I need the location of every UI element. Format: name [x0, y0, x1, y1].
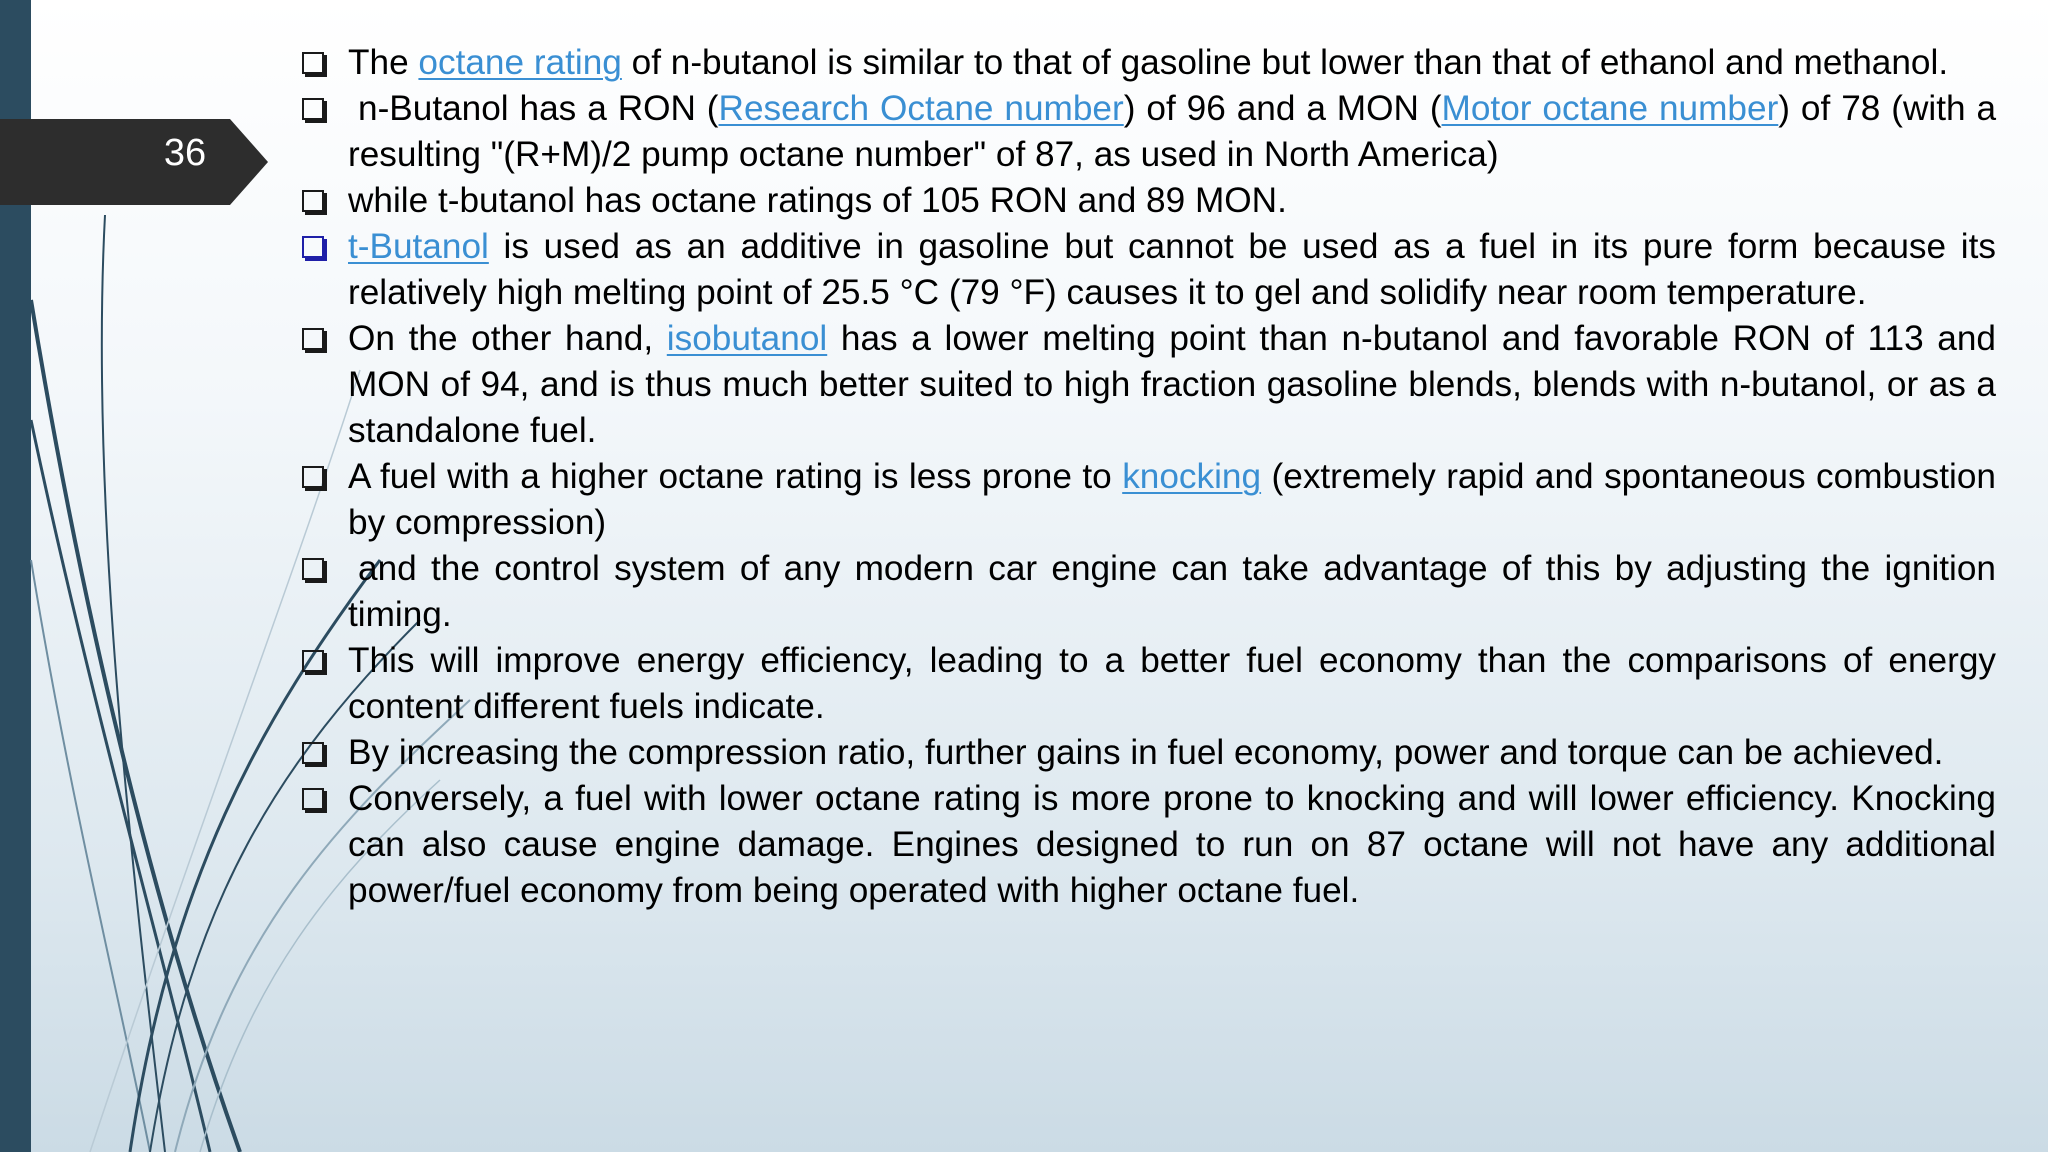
- checkbox-bullet-icon: [300, 316, 327, 362]
- text-span: ) of 78 (with a resulting "(R+M)/2 pump octane number" of 87, as used in North America): [348, 89, 1997, 174]
- bullet-text: [348, 40, 1996, 86]
- checkbox-bullet-icon: [300, 730, 327, 776]
- bullet-text: [348, 224, 1996, 316]
- link-research-octane-number[interactable]: Research Octane number: [718, 89, 1124, 128]
- bullet-item-t-butanol-ratings: [300, 178, 1996, 224]
- bullet-item-t-butanol-additive: [300, 224, 1996, 316]
- checkbox-bullet-icon: [300, 638, 327, 684]
- text-span: A fuel with a higher octane rating is less prone to: [348, 457, 1123, 496]
- checkbox-bullet-icon: [300, 224, 327, 270]
- bullet-item-knocking: [300, 454, 1996, 546]
- bullet-item-energy-efficiency: [300, 638, 1996, 730]
- checkbox-bullet-icon: [300, 178, 327, 224]
- text-span: has a lower melting point than n-butanol and favorable RON of 113 and MON of 94, and is thus much better suited to high fraction gasoline blends, blends with n-butanol, or as a standalone fuel.: [348, 319, 1997, 450]
- checkbox-bullet-icon: [300, 86, 327, 132]
- bullet-item-compression-ratio: [300, 730, 1996, 776]
- checkbox-bullet-icon: [300, 40, 327, 86]
- bullet-text: By increasing the compression ratio, further gains in fuel economy, power and torque can be achieved.: [348, 733, 1944, 772]
- bullet-item-octane-rating: [300, 40, 1996, 86]
- link-motor-octane-number[interactable]: Motor octane number: [1441, 89, 1779, 128]
- slide-number: 36: [163, 132, 207, 174]
- bullet-item-ignition-timing: [300, 546, 1996, 638]
- checkbox-bullet-icon: [300, 776, 327, 822]
- text-span: ) of 96 and a MON (: [1123, 89, 1442, 128]
- link-knocking[interactable]: knocking: [1122, 457, 1262, 496]
- bullet-item-lower-octane: [300, 776, 1996, 914]
- text-span: of n-butanol is similar to that of gasoline but lower than that of ethanol and methanol.: [621, 43, 1949, 82]
- text-span: The: [348, 43, 419, 82]
- bullet-text: This will improve energy efficiency, leading to a better fuel economy than the comparisons of energy content different fuels indicate.: [348, 641, 1996, 726]
- bullet-text: Conversely, a fuel with lower octane rating is more prone to knocking and will lower efficiency. Knocking can also cause engine damage. Engines designed to run on 87 octane will not have any additional power/fuel economy from being operated with higher octane fuel.: [348, 779, 1996, 910]
- checkbox-bullet-icon: [300, 454, 327, 500]
- bullet-text: [348, 454, 1996, 546]
- bullet-item-isobutanol: [300, 316, 1996, 454]
- bullet-list: [300, 40, 1996, 914]
- text-span: n-Butanol has a RON (: [358, 89, 719, 128]
- bullet-text: [348, 316, 1996, 454]
- bullet-item-ron-mon: [300, 86, 1996, 178]
- text-span: and the control system of any modern car engine can take advantage of this by adjusting the ignition timing.: [348, 549, 1996, 634]
- bullet-text: [348, 546, 1996, 638]
- bullet-text: [348, 86, 1996, 178]
- link-t-butanol[interactable]: t-Butanol: [348, 227, 489, 266]
- link-octane-rating[interactable]: octane rating: [418, 43, 622, 82]
- link-isobutanol[interactable]: isobutanol: [666, 319, 828, 358]
- text-span: (extremely rapid and spontaneous combustion by compression): [348, 457, 1996, 542]
- text-span: is used as an additive in gasoline but cannot be used as a fuel in its pure form because its relatively high melting point of 25.5 °C (79 °F) causes it to gel and solidify near room temperature.: [348, 227, 1996, 312]
- checkbox-bullet-icon: [300, 546, 327, 592]
- text-span: On the other hand,: [348, 319, 667, 358]
- bullet-text: while t-butanol has octane ratings of 105 RON and 89 MON.: [348, 181, 1287, 220]
